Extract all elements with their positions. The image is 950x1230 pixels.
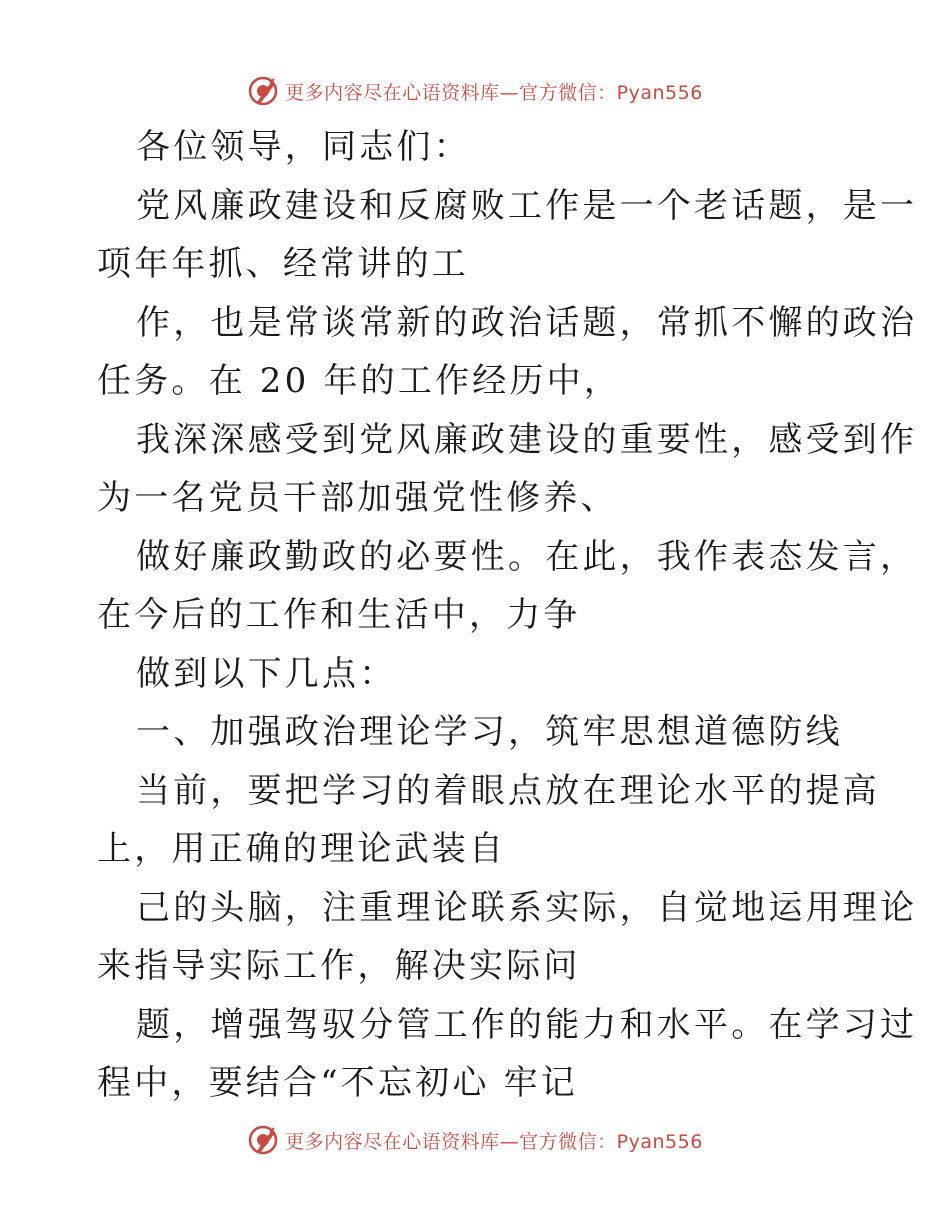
text-line: 做好廉政勤政的必要性。在此，我作表态发言，: [136, 536, 918, 577]
text-line: 来指导实际工作，解决实际问: [97, 946, 581, 986]
text-line: 任务。在 20 年的工作经历中，: [97, 361, 622, 401]
text-line: 为一名党员干部加强党性修养、: [97, 478, 618, 518]
pen-logo-icon: [247, 1124, 279, 1156]
footer-watermark: [0, 1120, 950, 1160]
text-line: 项年年抓、经常讲的工: [97, 244, 469, 284]
text-line: 各位领导，同志们：: [136, 127, 471, 167]
text-line: 作，也是常谈常新的政治话题，常抓不懈的政治: [136, 302, 918, 343]
pen-logo-icon: [247, 75, 279, 107]
text-line: 在今后的工作和生活中，力争: [97, 595, 581, 635]
text-line: 当前，要把学习的着眼点放在理论水平的提高: [136, 770, 880, 811]
text-line: 己的头脑，注重理论联系实际，自觉地运用理论: [136, 887, 918, 928]
text-line: 程中，要结合“不忘初心 牢记: [97, 1063, 578, 1103]
header-watermark: [0, 71, 950, 111]
text-line: 题，增强驾驭分管工作的能力和水平。在学习过: [136, 1004, 918, 1045]
watermark-text: 更多内容尽在心语资料库—官方微信：Pyan556: [285, 1130, 703, 1153]
text-line: 党风廉政建设和反腐败工作是一个老话题，是一: [136, 185, 918, 226]
watermark-text: 更多内容尽在心语资料库—官方微信：Pyan556: [285, 81, 703, 104]
document-body: [97, 118, 918, 1113]
text-line: 我深深感受到党风廉政建设的重要性，感受到作: [136, 419, 918, 460]
text-line: 上，用正确的理论武装自: [97, 829, 507, 869]
text-line: 一、加强政治理论学习，筑牢思想道德防线: [136, 712, 843, 752]
text-line: 做到以下几点：: [136, 653, 397, 694]
